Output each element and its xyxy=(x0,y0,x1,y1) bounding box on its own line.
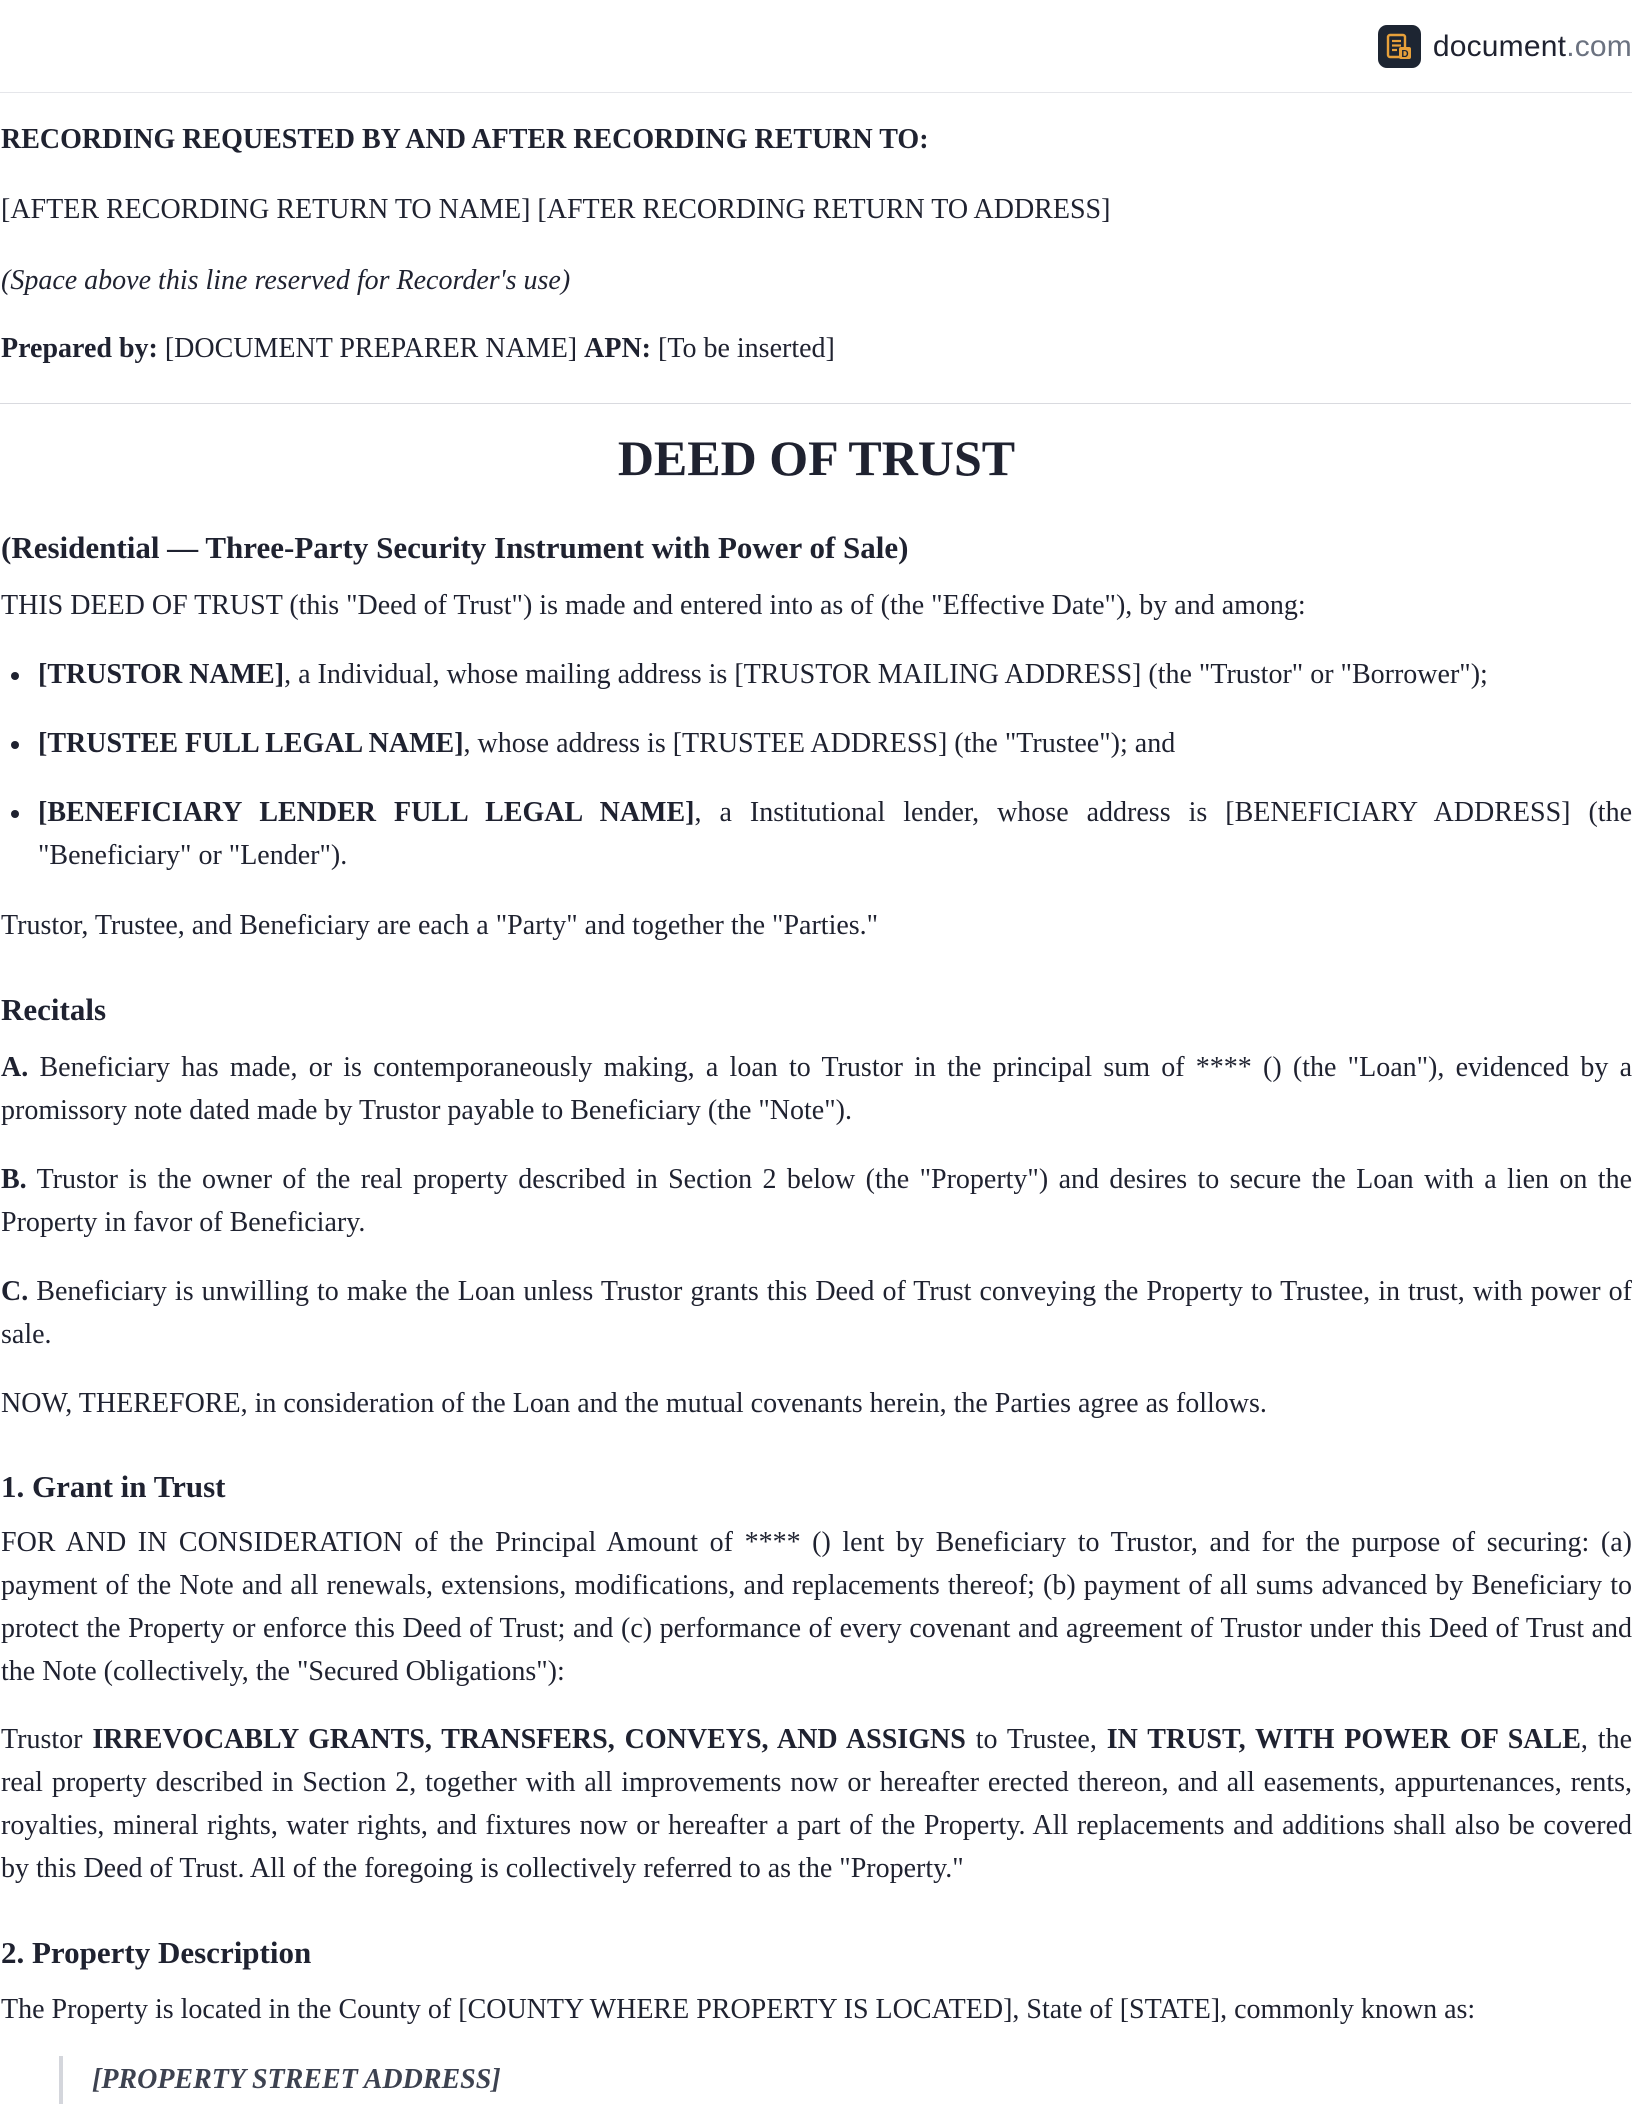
brand-name: document.com xyxy=(1432,29,1632,63)
svg-text:D: D xyxy=(1401,48,1409,60)
recital-c: C. Beneficiary is unwilling to make the Loan unless Trustor grants this Deed of Trust conveying the Property to Trustee, in trust, with power of sale. xyxy=(1,1276,1632,1350)
document-title: DEED OF TRUST xyxy=(617,430,1016,486)
intro-paragraph: THIS DEED OF TRUST (this "Deed of Trust") is made and entered into as of (the "Effective Date"), by and among: xyxy=(1,590,1306,621)
brand[interactable] xyxy=(1378,25,1632,68)
document-logo-icon xyxy=(1378,25,1421,68)
section-1-heading: 1. Grant in Trust xyxy=(1,1469,226,1504)
parties-list xyxy=(1,653,1632,877)
recording-label: RECORDING REQUESTED BY AND AFTER RECORDING RETURN TO: xyxy=(1,124,929,155)
document-subtitle: (Residential — Three-Party Security Instrument with Power of Sale) xyxy=(1,530,909,565)
recital-b: B. Trustor is the owner of the real property described in Section 2 below (the "Property") and desires to secure the Loan with a lien on the Property in favor of Beneficiary. xyxy=(1,1164,1632,1238)
top-bar xyxy=(0,0,1632,93)
property-address: [PROPERTY STREET ADDRESS] xyxy=(92,2064,501,2095)
section-1-paragraph-2: Trustor IRREVOCABLY GRANTS, TRANSFERS, CONVEYS, AND ASSIGNS to Trustee, IN TRUST, WITH POWER OF SALE, the real property described in Section 2, together with all improvements now or hereafter erected thereon, and all easements, appurtenances, rents, royalties, mineral rights, water rights, and fixtures now or hereafter a part of the Property. All replacements and additions shall also be covered by this Deed of Trust. All of the foregoing is collectively referred to as the "Property." xyxy=(1,1724,1632,1884)
section-2-heading: 2. Property Description xyxy=(1,1935,312,1970)
list-item: [TRUSTOR NAME], a Individual, whose mailing address is [TRUSTOR MAILING ADDRESS] (the "Trustor" or "Borrower"); xyxy=(1,653,1632,696)
divider xyxy=(0,403,1631,404)
recitals-heading: Recitals xyxy=(1,992,107,1027)
return-to-line: [AFTER RECORDING RETURN TO NAME] [AFTER RECORDING RETURN TO ADDRESS] xyxy=(1,194,1111,225)
recital-a: A. Beneficiary has made, or is contemporaneously making, a loan to Trustor in the principal sum of **** () (the "Loan"), evidenced by a promissory note dated made by Trustor payable to Beneficiary (the "Note"). xyxy=(1,1052,1632,1126)
section-2-paragraph-1: The Property is located in the County of [COUNTY WHERE PROPERTY IS LOCATED], State of [STATE], commonly known as: xyxy=(1,1994,1476,2025)
property-address-quote xyxy=(59,2056,501,2104)
now-therefore-paragraph: NOW, THEREFORE, in consideration of the Loan and the mutual covenants herein, the Parties agree as follows. xyxy=(1,1388,1267,1419)
list-item: [TRUSTEE FULL LEGAL NAME], whose address is [TRUSTEE ADDRESS] (the "Trustee"); and xyxy=(1,722,1632,765)
parties-definition: Trustor, Trustee, and Beneficiary are each a "Party" and together the "Parties." xyxy=(1,910,879,941)
prepared-by-line: Prepared by: [DOCUMENT PREPARER NAME] APN: [To be inserted] xyxy=(1,333,835,364)
section-1-paragraph-1: FOR AND IN CONSIDERATION of the Principal Amount of **** () lent by Beneficiary to Trustor, and for the purpose of securing: (a) payment of the Note and all renewals, extensions, modifications, and replacements thereof; (b) payment of all sums advanced by Beneficiary to protect the Property or enforce this Deed of Trust; and (c) performance of every covenant and agreement of Trustor under this Deed of Trust and the Note (collectively, the "Secured Obligations"): xyxy=(1,1527,1632,1687)
recorder-space-note: (Space above this line reserved for Recorder's use) xyxy=(1,265,571,296)
list-item: [BENEFICIARY LENDER FULL LEGAL NAME], a Institutional lender, whose address is [BENEFICIARY ADDRESS] (the "Beneficiary" or "Lender"). xyxy=(1,791,1632,877)
